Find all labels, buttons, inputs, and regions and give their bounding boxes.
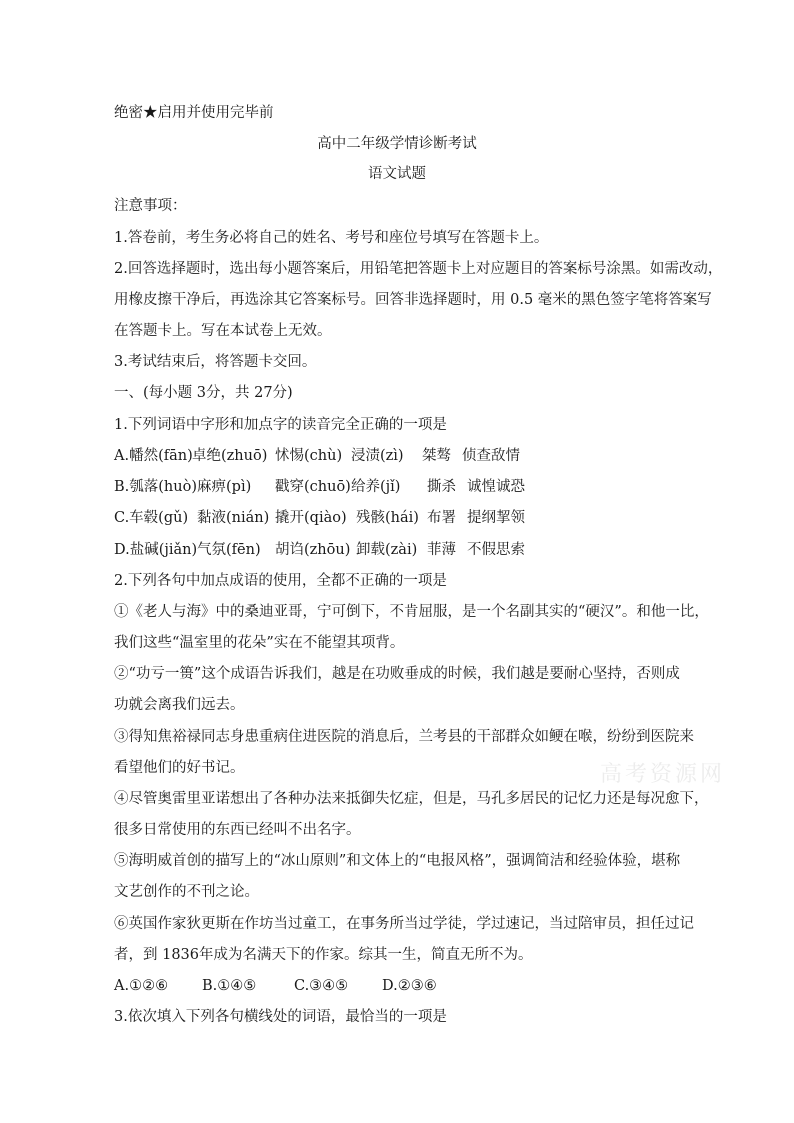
option-term: 诚惶诚恐 (467, 479, 525, 495)
option-term: 卓绝(zhuō) (192, 448, 268, 464)
question-2-line: 者，到 1836年成为名满天下的作家。综其一生，简直无所不为。 (114, 947, 533, 963)
option-term: 卸载(zài) (356, 542, 418, 558)
option-term: C.车毂(gǔ) (114, 510, 189, 526)
option-term: 布署 (427, 510, 456, 526)
notice-item-2-cont: 在答题卡上。写在本试卷上无效。 (114, 323, 332, 339)
option-term: 撕杀 (427, 479, 456, 495)
notice-item-1: 1.答卷前，考生务必将自己的姓名、考号和座位号填写在答题卡上。 (114, 230, 549, 246)
option-term: 不假思索 (467, 542, 525, 558)
notice-item-2-cont: 用橡皮擦干净后，再选涂其它答案标号。回答非选择题时，用 0.5 毫米的黑色签字笔将答案写 (114, 292, 712, 308)
question-1-stem: 1.下列词语中字形和加点字的读音完全正确的一项是 (114, 417, 447, 433)
notice-heading: 注意事项： (114, 198, 187, 214)
notice-item-2: 2.回答选择题时，选出每小题答案后，用铅笔把答题卡上对应题目的答案标号涂黑。如需改动， (114, 261, 723, 277)
question-2-line: 功就会离我们远去。 (114, 697, 245, 713)
secret-mark: 绝密★启用并使用完毕前 (114, 105, 274, 121)
question-2-line: ③得知焦裕禄同志身患重病住进医院的消息后，兰考县的干部群众如鲠在喉，纷纷到医院来 (114, 729, 694, 745)
notice-item-3: 3.考试结束后，将答题卡交回。 (114, 354, 317, 370)
option-term: 黏液(nián) (197, 510, 270, 526)
option-term: 给养(jǐ) (351, 479, 401, 495)
option-term: 提纲挈领 (467, 510, 525, 526)
question-2-line: 我们这些“温室里的花朵”实在不能望其项背。 (114, 635, 405, 651)
question-2-line: 文艺创作的不刊之论。 (114, 884, 259, 900)
option-term: 桀骜 (422, 448, 451, 464)
option-term: D.盐碱(jiǎn) (114, 542, 198, 558)
choice-b: B.①④⑤ (202, 978, 257, 994)
question-3-stem: 3.依次填入下列各句横线处的词语，最恰当的一项是 (114, 1009, 447, 1025)
option-term: 残骸(hái) (356, 510, 419, 526)
choice-d: D.②③⑥ (382, 978, 437, 994)
option-term: 菲薄 (427, 542, 456, 558)
subject-title: 语文试题 (368, 166, 426, 182)
question-2-line: ⑥英国作家狄更斯在作坊当过童工，在事务所当过学徒，学过速记，当过陪审员，担任过记 (114, 916, 694, 932)
exam-title: 高中二年级学情诊断考试 (317, 136, 477, 152)
section-heading: 一、(每小题 3分，共 27分) (114, 385, 293, 401)
option-term: 浸渍(zì) (351, 448, 404, 464)
choice-c: C.③④⑤ (294, 978, 349, 994)
option-term: 怵惕(chù) (275, 448, 343, 464)
watermark: 高考资源网 (600, 762, 726, 787)
question-2-line: ④尽管奥雷里亚诺想出了各种办法来抵御失忆症，但是，马孔多居民的记忆力还是每况愈下， (114, 791, 709, 807)
question-2-stem: 2.下列各句中加点成语的使用，全都不正确的一项是 (114, 573, 447, 589)
choice-a: A.①②⑥ (114, 978, 169, 994)
option-term: 戳穿(chuō) (275, 479, 351, 495)
option-term: 撬开(qiào) (275, 510, 347, 526)
question-2-line: 很多日常使用的东西已经叫不出名字。 (114, 822, 361, 838)
option-term: 气氛(fēn) (197, 542, 261, 558)
option-term: B.瓠落(huò) (114, 479, 197, 495)
question-2-line: ②“功亏一篑”这个成语告诉我们，越是在功败垂成的时候，我们越是要耐心坚持，否则成 (114, 666, 680, 682)
question-2-line: ⑤海明威首创的描写上的“冰山原则”和文体上的“电报风格”，强调简洁和经验体验，堪称 (114, 853, 681, 869)
option-term: 胡诌(zhōu) (275, 542, 351, 558)
question-2-line: ①《老人与海》中的桑迪亚哥，宁可倒下，不肯屈服，是一个名副其实的“硬汉”。和他一比， (114, 604, 709, 620)
option-term: A.幡然(fān) (114, 448, 193, 464)
option-term: 麻痹(pì) (197, 479, 252, 495)
question-2-line: 看望他们的好书记。 (114, 760, 245, 776)
option-term: 侦查敌情 (462, 448, 520, 464)
